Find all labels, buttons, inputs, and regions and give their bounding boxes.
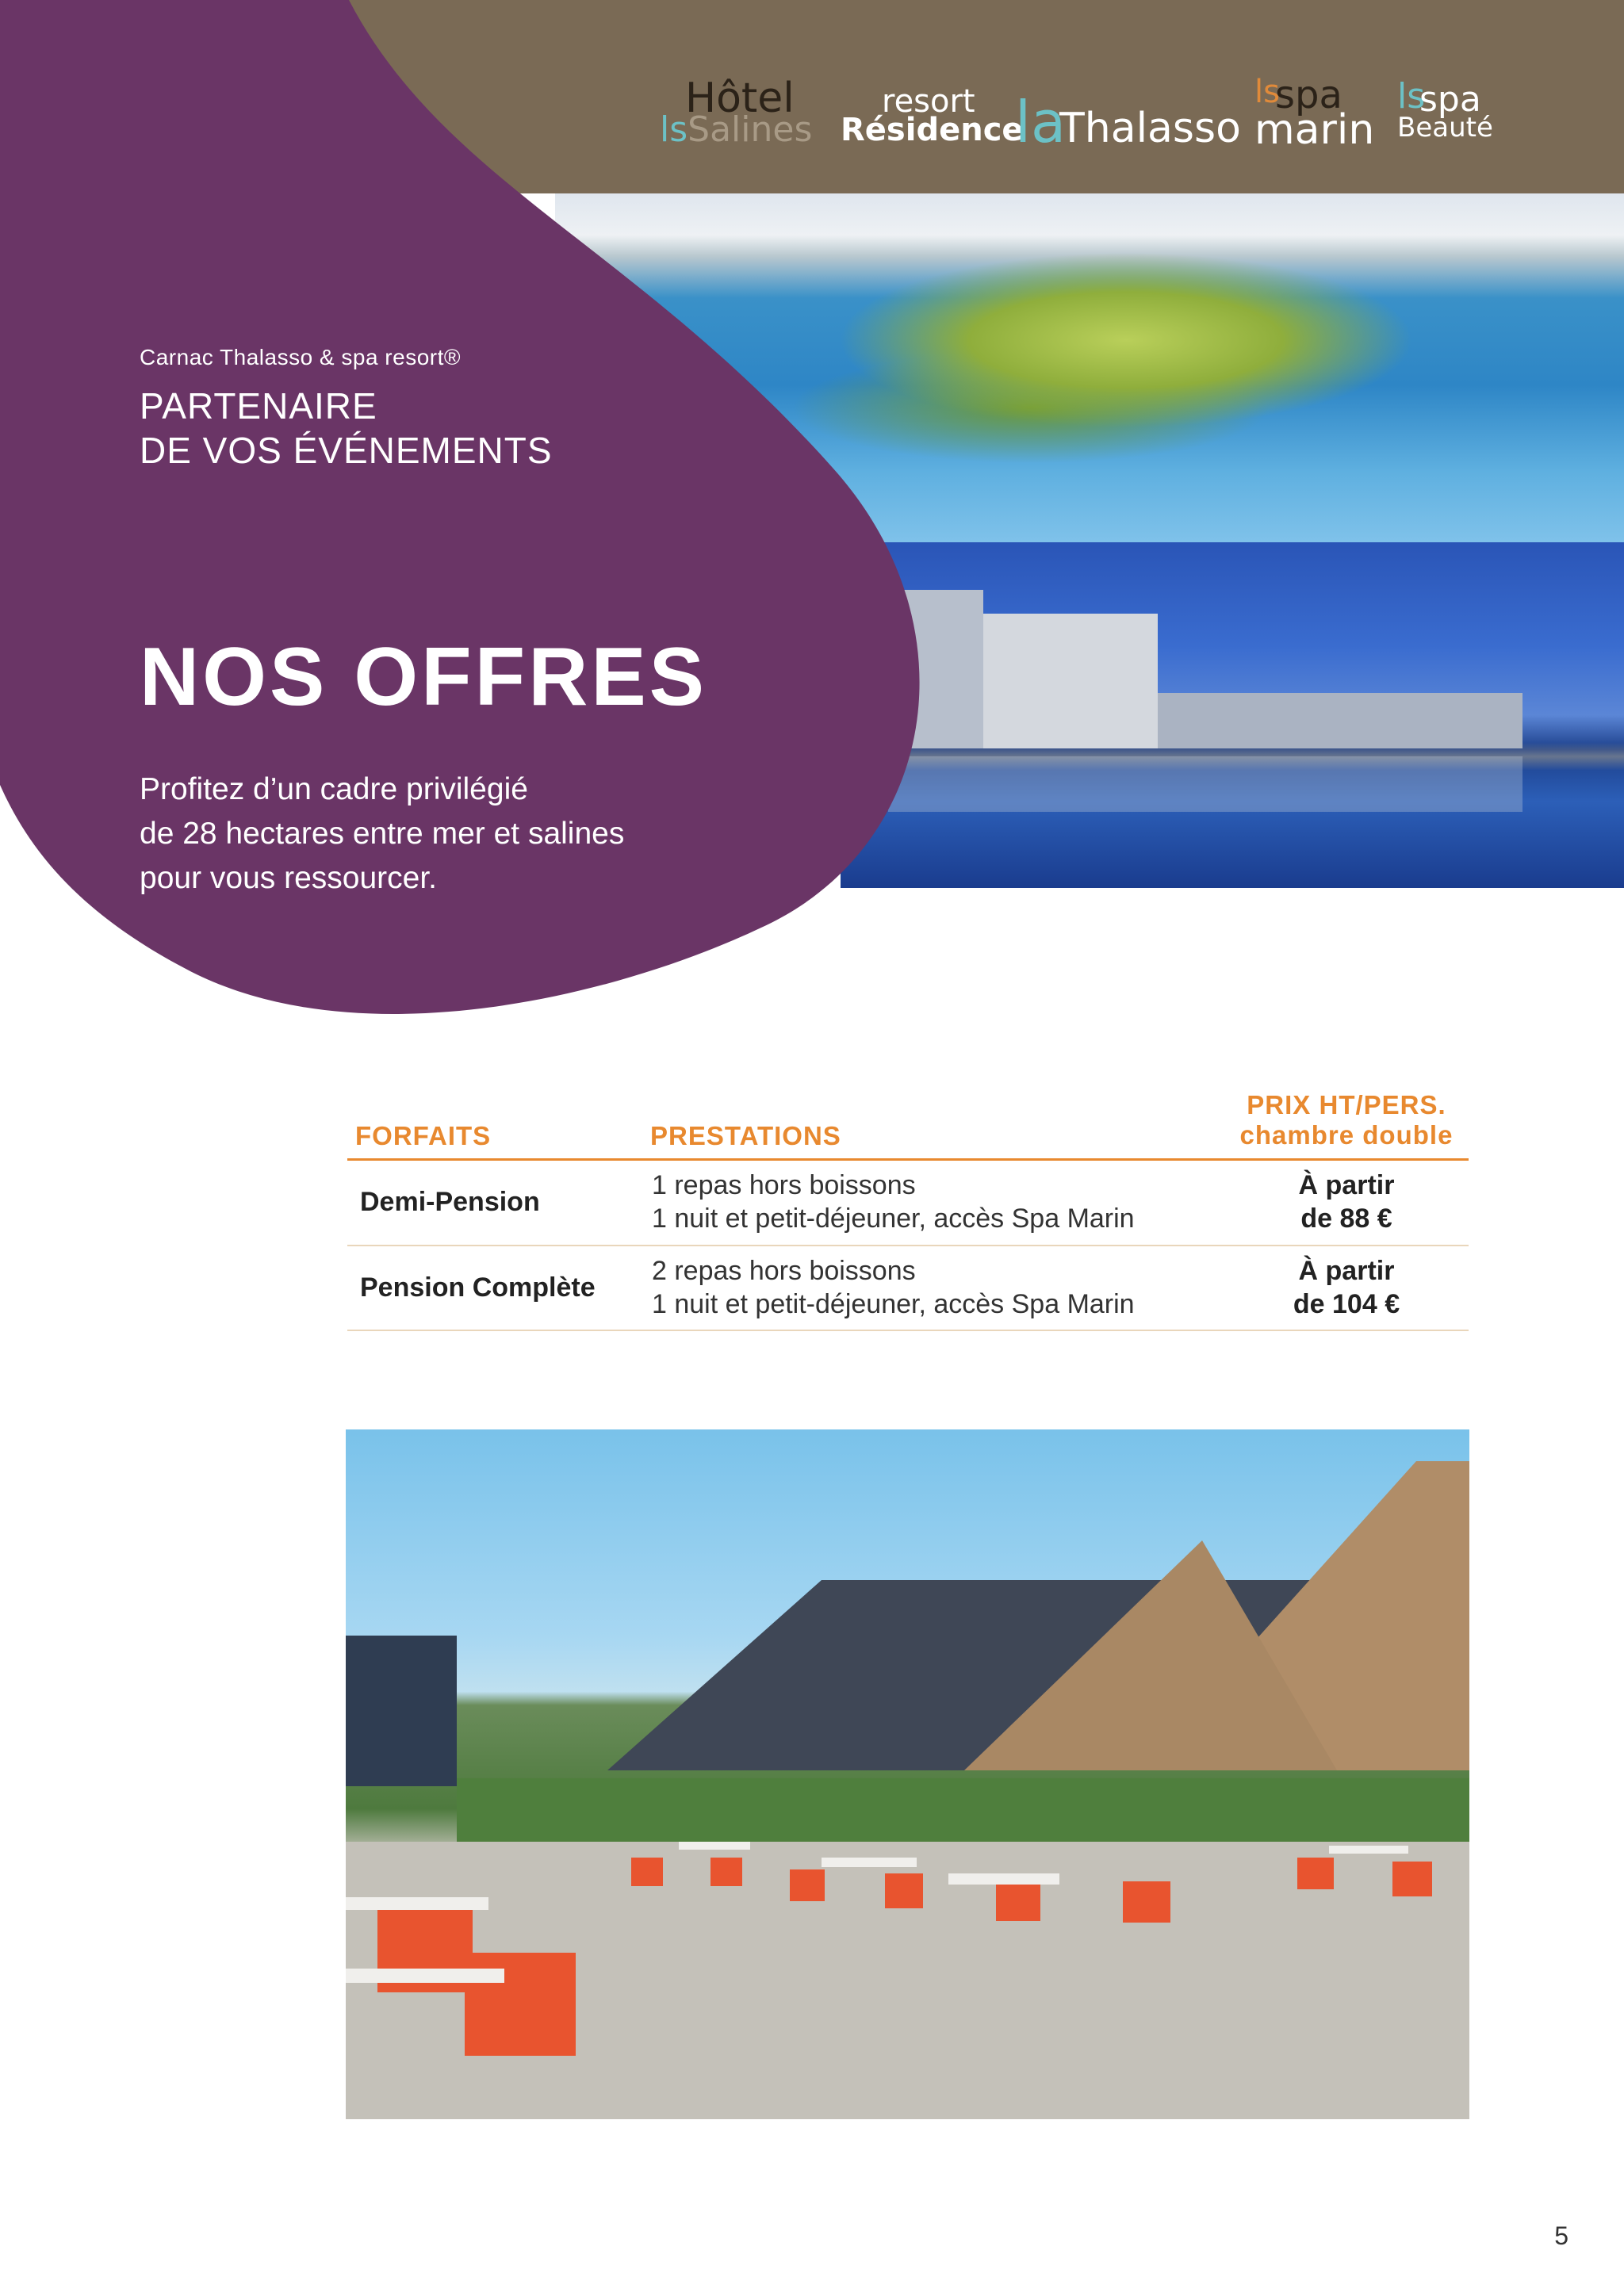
spa-beaute-mark: ls bbox=[1397, 76, 1426, 117]
resort-word: resort bbox=[882, 83, 975, 120]
page-title: NOS OFFRES bbox=[140, 631, 708, 723]
row-1-price bbox=[1228, 1169, 1465, 1235]
row-rule-2 bbox=[347, 1330, 1469, 1331]
la-mark: la bbox=[1015, 89, 1067, 155]
intro-line-1: Profitez d’un cadre privilégié bbox=[140, 772, 528, 806]
row-2-price-line-2: de 104 € bbox=[1293, 1289, 1400, 1319]
header-prix-line-1: PRIX HT/PERS. bbox=[1247, 1090, 1446, 1119]
terrace-illustration bbox=[346, 1429, 1469, 2119]
partner-line-2: DE VOS ÉVÉNEMENTS bbox=[140, 430, 553, 471]
intro-line-3: pour vous ressourcer. bbox=[140, 861, 438, 895]
header-prix bbox=[1228, 1090, 1465, 1150]
partner-line-1: PARTENAIRE bbox=[140, 385, 377, 427]
hotel-word: Hôtel bbox=[685, 75, 795, 122]
row-1-desc bbox=[652, 1169, 1135, 1235]
marin-word: marin bbox=[1254, 106, 1375, 154]
row-2-desc-line-2: 1 nuit et petit-déjeuner, accès Spa Marin bbox=[652, 1289, 1135, 1319]
header-prestations: PRESTATIONS bbox=[650, 1121, 841, 1150]
resort-name: Carnac Thalasso & spa resort® bbox=[140, 345, 462, 369]
spa-word-2: spa bbox=[1419, 79, 1481, 120]
row-1-price-line-2: de 88 € bbox=[1300, 1203, 1392, 1234]
les-mark: ls bbox=[660, 109, 688, 150]
header-rule bbox=[347, 1158, 1469, 1161]
intro-line-2: de 28 hectares entre mer et salines bbox=[140, 817, 625, 851]
row-1-desc-line-1: 1 repas hors boissons bbox=[652, 1170, 916, 1200]
salines-label: Salines bbox=[688, 109, 813, 150]
row-1-price-line-1: À partir bbox=[1298, 1170, 1395, 1200]
row-1-name: Demi-Pension bbox=[360, 1187, 540, 1217]
row-rule-1 bbox=[347, 1245, 1469, 1246]
row-2-name: Pension Complète bbox=[360, 1272, 596, 1303]
spa-word: spa bbox=[1275, 73, 1342, 117]
hotel-tower-2 bbox=[983, 614, 1158, 748]
intro-paragraph bbox=[140, 767, 790, 901]
header-forfaits: FORFAITS bbox=[355, 1121, 492, 1150]
row-2-desc bbox=[652, 1254, 1135, 1321]
header-prix-line-2: chambre double bbox=[1239, 1120, 1454, 1150]
page-number: 5 bbox=[1554, 2221, 1568, 2250]
partner-heading bbox=[140, 384, 553, 473]
photo-terrace bbox=[346, 1429, 1469, 2119]
beaute-word: Beauté bbox=[1397, 112, 1493, 144]
spa-marin-mark: ls bbox=[1254, 74, 1280, 110]
row-2-desc-line-1: 2 repas hors boissons bbox=[652, 1256, 916, 1286]
row-2-price-line-1: À partir bbox=[1298, 1256, 1395, 1286]
thalasso-word: Thalasso bbox=[1059, 105, 1241, 152]
hotel-low-wing bbox=[1158, 693, 1522, 748]
photo-hotel-waterfront bbox=[841, 542, 1624, 888]
row-1-desc-line-2: 1 nuit et petit-déjeuner, accès Spa Marin bbox=[652, 1203, 1135, 1234]
residence-word: Résidence bbox=[841, 112, 1024, 148]
row-2-price bbox=[1228, 1254, 1465, 1321]
offers-table bbox=[347, 1088, 1469, 1332]
hotel-reflection bbox=[888, 756, 1522, 812]
